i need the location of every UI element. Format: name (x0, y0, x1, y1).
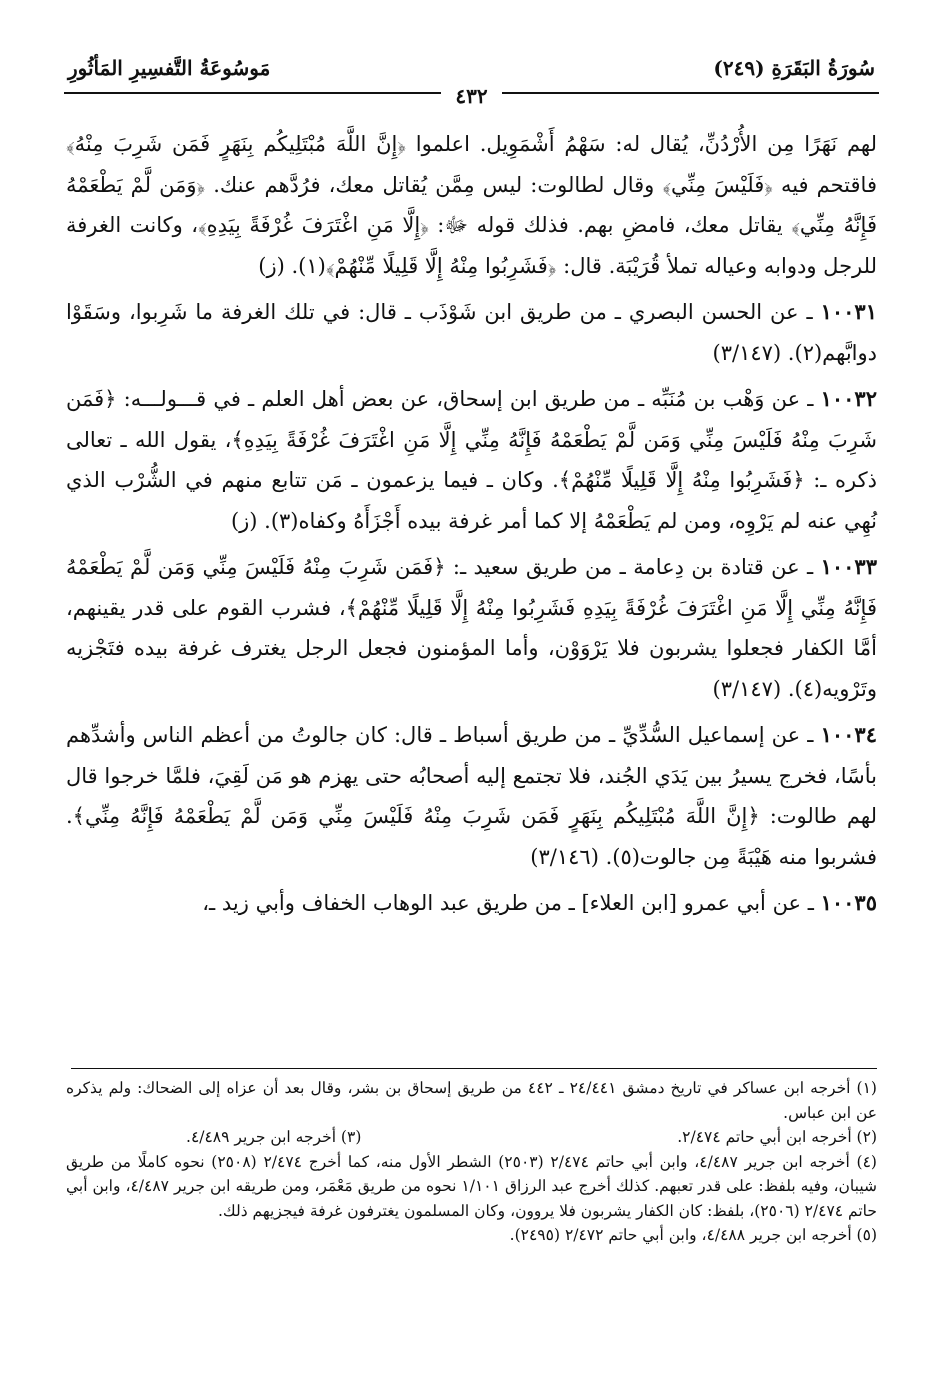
narration-number: ١٠٠٣٢ (820, 386, 877, 411)
narration-number: ١٠٠٣٥ (820, 890, 877, 915)
footnote-2: (٢) أخرجه ابن أبي حاتم ٢/٤٧٤. (677, 1128, 877, 1146)
narration-10033 (66, 547, 877, 709)
narration-10032 (66, 379, 877, 541)
surah-title: سُورَةُ البَقَرَةِ (٢٤٩) (713, 56, 875, 80)
footnote-4: (٤) أخرجه ابن جرير ٤/٤٨٧، وابن أبي حاتم ٢/٤٧٤ (٢٥٠٣) الشطر الأول منه، كما أخرج ٢/٤٧٤ (٢٥٠٨) نحوه كاملًا من طريق شيبان، وفيه بلفظ: على قدر تعبهم. كذلك أخرج عبد الرزاق ١/١٠١ نحوه من طريق مَعْمَر، ومن طريقه ابن جرير ٤/٤٨٧، وابن أبي حاتم ٢/٤٧٤ (٢٥٠٦)، بلفظ: كان الكفار يشربون فلا يروون، وكان المسلمون يغترفون غرفة فيجزيهم ذلك. (66, 1152, 877, 1220)
footnote-1: (١) أخرجه ابن عساكر في تاريخ دمشق ٢٤/٤٤١ ـ ٤٤٢ من طريق إسحاق بن بشر، وقال بعد أن عزاه إلى الضحاك: ولم يذكره عن ابن عباس. (66, 1079, 877, 1122)
footnote-5: (٥) أخرجه ابن جرير ٤/٤٨٨، وابن أبي حاتم ٢/٤٧٢ (٢٤٩٥). (509, 1226, 877, 1244)
narration-10035 (66, 883, 877, 924)
paragraph-text: ـ عن إسماعيل السُّدِّيِّ ـ من طريق أسباط ـ قال: كان جالوتُ من أعظم الناس وأشدِّهم بأسًا، فخرج يسيرُ بين يَدَي الجُند، فلا تجتمع إليه أصحابُه حتى يهزم هو مَن لَقِيَ، فلمَّا خرجوا قال لهم طالوت: ﴿إِنَّ اللَّهَ مُبْتَلِيكُم بِنَهَرٍ فَمَن شَرِبَ مِنْهُ فَلَيْسَ مِنِّي وَمَن لَّمْ يَطْعَمْهُ فَإِنَّهُ مِنِّي﴾. فشربوا منه هَيْبَةً مِن جالوت(٥). (٣/١٤٦) (66, 723, 877, 869)
paragraph-text: ـ عن أبي عمرو [ابن العلاء] ـ من طريق عبد الوهاب الخفاف وأبي زيد ـ، (202, 891, 814, 915)
paragraph-continuation (66, 124, 877, 286)
paragraph-text: ـ عن وَهْب بن مُنَبِّه ـ من طريق ابن إسحاق، عن بعض أهل العلم ـ في قـــولـــه: ﴿فَمَن شَرِبَ مِنْهُ فَلَيْسَ مِنِّي وَمَن لَّمْ يَطْعَمْهُ فَإِنَّهُ مِنِّي إِلَّا مَنِ اغْتَرَفَ غُرْفَةً بِيَدِهِ﴾، يقول الله ـ تعالى ذكره ـ: ﴿فَشَرِبُوا مِنْهُ إِلَّا قَلِيلًا مِّنْهُمْ﴾. وكان ـ فيما يزعمون ـ مَن تتابع منهم في الشُّرْب الذي نُهِي عنه لم يَرْوِه، ومن لم يَطْعَمْهُ إلا كما أمر غرفة بيده أَجْزَأَهُ وكفاه(٣). (ز) (66, 387, 877, 533)
narration-10034 (66, 715, 877, 877)
footnote-3: (٣) أخرجه ابن جرير ٤/٤٨٩. (186, 1128, 362, 1146)
narration-number: ١٠٠٣٤ (820, 722, 877, 747)
page-header (64, 48, 879, 108)
page-number-wrap (64, 84, 879, 108)
footnotes (66, 1076, 877, 1248)
paragraph-text: لهم نَهَرًا مِن الأُرْدُنِّ، يُقال له: سَهْمُ أَشْمَوِيل. اعلموا ﴿إِنَّ اللَّهَ مُبْتَلِيكُم بِنَهَرٍ فَمَن شَرِبَ مِنْهُ﴾ فاقتحم فيه ﴿فَلَيْسَ مِنِّي﴾ وقال لطالوت: ليس مِمَّن يُقاتل معك، فرُدَّهم عنك. ﴿وَمَن لَّمْ يَطْعَمْهُ فَإِنَّهُ مِنِّي﴾ يقاتل معك، فامضِ بهم. فذلك قوله ﷻ: ﴿إِلَّا مَنِ اغْتَرَفَ غُرْفَةً بِيَدِهِ﴾، وكانت الغرفة للرجل ودوابه وعياله تملأ قُرَيْبَة. قال: ﴿فَشَرِبُوا مِنْهُ إِلَّا قَلِيلًا مِّنْهُمْ﴾(١). (ز) (66, 132, 877, 278)
footnote-row-2-3 (66, 1125, 877, 1150)
main-text (66, 124, 877, 930)
page-number: ٤٣٢ (441, 84, 501, 108)
paragraph-text: ـ عن قتادة بن دِعامة ـ من طريق سعيد ـ: ﴿فَمَن شَرِبَ مِنْهُ فَلَيْسَ مِنِّي وَمَن لَّمْ يَطْعَمْهُ فَإِنَّهُ مِنِّي إِلَّا مَنِ اغْتَرَفَ غُرْفَةً بِيَدِهِ فَشَرِبُوا مِنْهُ إِلَّا قَلِيلًا مِّنْهُمْ﴾، فشرب القوم على قدر يقينهم، أمَّا الكفار فجعلوا يشربون فلا يَرْوَوْن، وأما المؤمنون فجعل الرجل يغترف غرفة بيده فتَجْزيه وتَرْويه(٤). (٣/١٤٧) (66, 555, 877, 701)
book-title: مَوسُوعَةُ التَّفسِيرِ المَأثُورِ (68, 56, 271, 80)
narration-number: ١٠٠٣١ (820, 299, 877, 324)
narration-10031 (66, 292, 877, 373)
footnote-separator (71, 1068, 877, 1069)
narration-number: ١٠٠٣٣ (820, 554, 877, 579)
paragraph-text: ـ عن الحسن البصري ـ من طريق ابن شَوْذَب ـ قال: في تلك الغرفة ما شَرِبوا، وسَقَوْا دوابَّهم(٢). (٣/١٤٧) (66, 300, 877, 365)
